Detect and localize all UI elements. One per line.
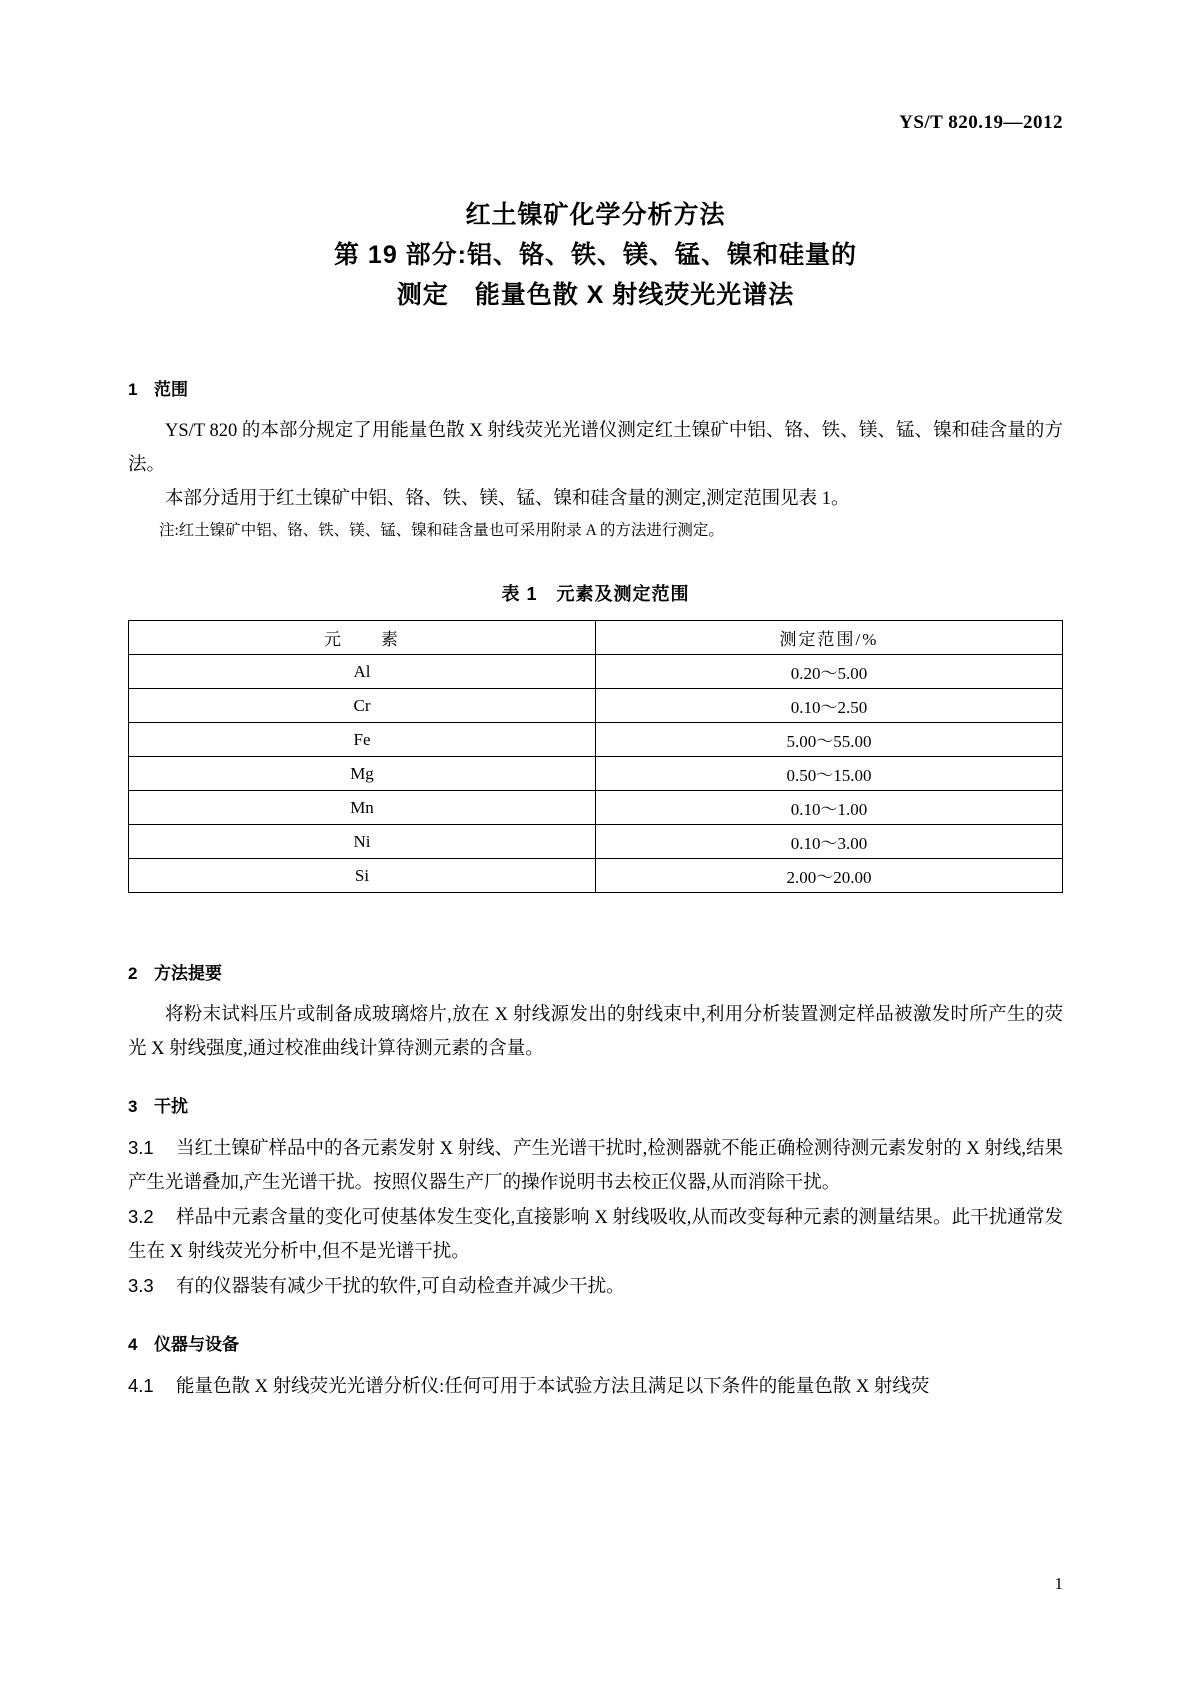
- table-row: [129, 655, 1063, 689]
- table-elements-and-ranges: [128, 620, 1063, 893]
- page-header-standard-id: YS/T 820.19—2012: [899, 112, 1063, 133]
- section-1-paragraph-1: YS/T 820 的本部分规定了用能量色散 X 射线荧光光谱仪测定红土镍矿中铝、铬、铁、镁、锰、镍和硅含量的方法。: [128, 421, 1063, 475]
- section-heading-4: [128, 1330, 1063, 1355]
- table-row: [129, 757, 1063, 791]
- table-cell-element: Mg: [129, 757, 596, 791]
- table-cell-element: Al: [129, 655, 596, 689]
- document-content: [128, 195, 1063, 1404]
- section-number-4: 4: [128, 1335, 138, 1354]
- table-header-range: 测定范围/%: [596, 621, 1063, 655]
- table-cell-range: 0.10～1.00: [596, 791, 1063, 825]
- table-header-row: [129, 621, 1063, 655]
- section-number-1: 1: [128, 380, 138, 399]
- section-heading-3: [128, 1092, 1063, 1117]
- table-cell-range: 0.20～5.00: [596, 655, 1063, 689]
- table-cell-range: 2.00～20.00: [596, 859, 1063, 893]
- clause-3-3: [128, 1269, 1063, 1304]
- table-cell-range: 5.00～55.00: [596, 723, 1063, 757]
- section-2-paragraph-1: 将粉末试料压片或制备成玻璃熔片,放在 X 射线源发出的射线束中,利用分析装置测定样品被激发时所产生的荧光 X 射线强度,通过校准曲线计算待测元素的含量。: [128, 1005, 1063, 1059]
- table-cell-element: Si: [129, 859, 596, 893]
- section-name-3: 干扰: [154, 1097, 188, 1116]
- section-number-2: 2: [128, 964, 138, 983]
- clause-3-1-label: 3.1: [128, 1137, 154, 1158]
- table-row: [129, 791, 1063, 825]
- section-name-4: 仪器与设备: [154, 1335, 239, 1354]
- title-line-1: 红土镍矿化学分析方法: [465, 201, 726, 229]
- table-row: [129, 859, 1063, 893]
- clause-4-1-label: 4.1: [128, 1375, 154, 1396]
- table-cell-range: 0.50～15.00: [596, 757, 1063, 791]
- section-name-2: 方法提要: [154, 964, 222, 983]
- table-cell-element: Fe: [129, 723, 596, 757]
- clause-4-1: [128, 1369, 1063, 1404]
- clause-3-2: [128, 1200, 1063, 1269]
- section-1-note: 注:红土镍矿中铝、铬、铁、镁、锰、镍和硅含量也可采用附录 A 的方法进行测定。: [159, 522, 724, 539]
- table-row: [129, 825, 1063, 859]
- clause-3-2-text: 样品中元素含量的变化可使基体发生变化,直接影响 X 射线吸收,从而改变每种元素的测量结果。此干扰通常发生在 X 射线荧光分析中,但不是光谱干扰。: [128, 1208, 1063, 1262]
- section-number-3: 3: [128, 1097, 138, 1116]
- spacer: [128, 893, 1063, 933]
- table-cell-element: Cr: [129, 689, 596, 723]
- title-line-3: 测定 能量色散 X 射线荧光光谱法: [396, 281, 795, 309]
- clause-3-3-label: 3.3: [128, 1275, 154, 1296]
- page-number: 1: [1054, 1574, 1063, 1593]
- table-cell-range: 0.10～3.00: [596, 825, 1063, 859]
- section-1-paragraph-2: 本部分适用于红土镍矿中铝、铬、铁、镁、锰、镍和硅含量的测定,测定范围见表 1。: [165, 489, 850, 509]
- section-name-1: 范围: [154, 380, 188, 399]
- document-title: [128, 195, 1063, 315]
- clause-3-3-text: 有的仪器装有减少干扰的软件,可自动检查并减少干扰。: [176, 1277, 625, 1297]
- table-row: [129, 689, 1063, 723]
- table-cell-element: Mn: [129, 791, 596, 825]
- table-cell-range: 0.10～2.50: [596, 689, 1063, 723]
- table-cell-element: Ni: [129, 825, 596, 859]
- clause-3-2-label: 3.2: [128, 1206, 154, 1227]
- table-header-element: 元 素: [129, 621, 596, 655]
- table-1-caption: 表 1 元素及测定范围: [501, 584, 690, 604]
- section-heading-1: [128, 375, 1063, 400]
- clause-3-1: [128, 1131, 1063, 1200]
- clause-3-1-text: 当红土镍矿样品中的各元素发射 X 射线、产生光谱干扰时,检测器就不能正确检测待测元素发射的 X 射线,结果产生光谱叠加,产生光谱干扰。按照仪器生产厂的操作说明书去校正仪器,从而消除干扰。: [128, 1139, 1063, 1193]
- table-row: [129, 723, 1063, 757]
- title-line-2: 第 19 部分:铝、铬、铁、镁、锰、镍和硅量的: [333, 241, 858, 269]
- clause-4-1-text: 能量色散 X 射线荧光光谱分析仪:任何可用于本试验方法且满足以下条件的能量色散 X 射线荧: [176, 1377, 930, 1397]
- section-heading-2: [128, 959, 1063, 984]
